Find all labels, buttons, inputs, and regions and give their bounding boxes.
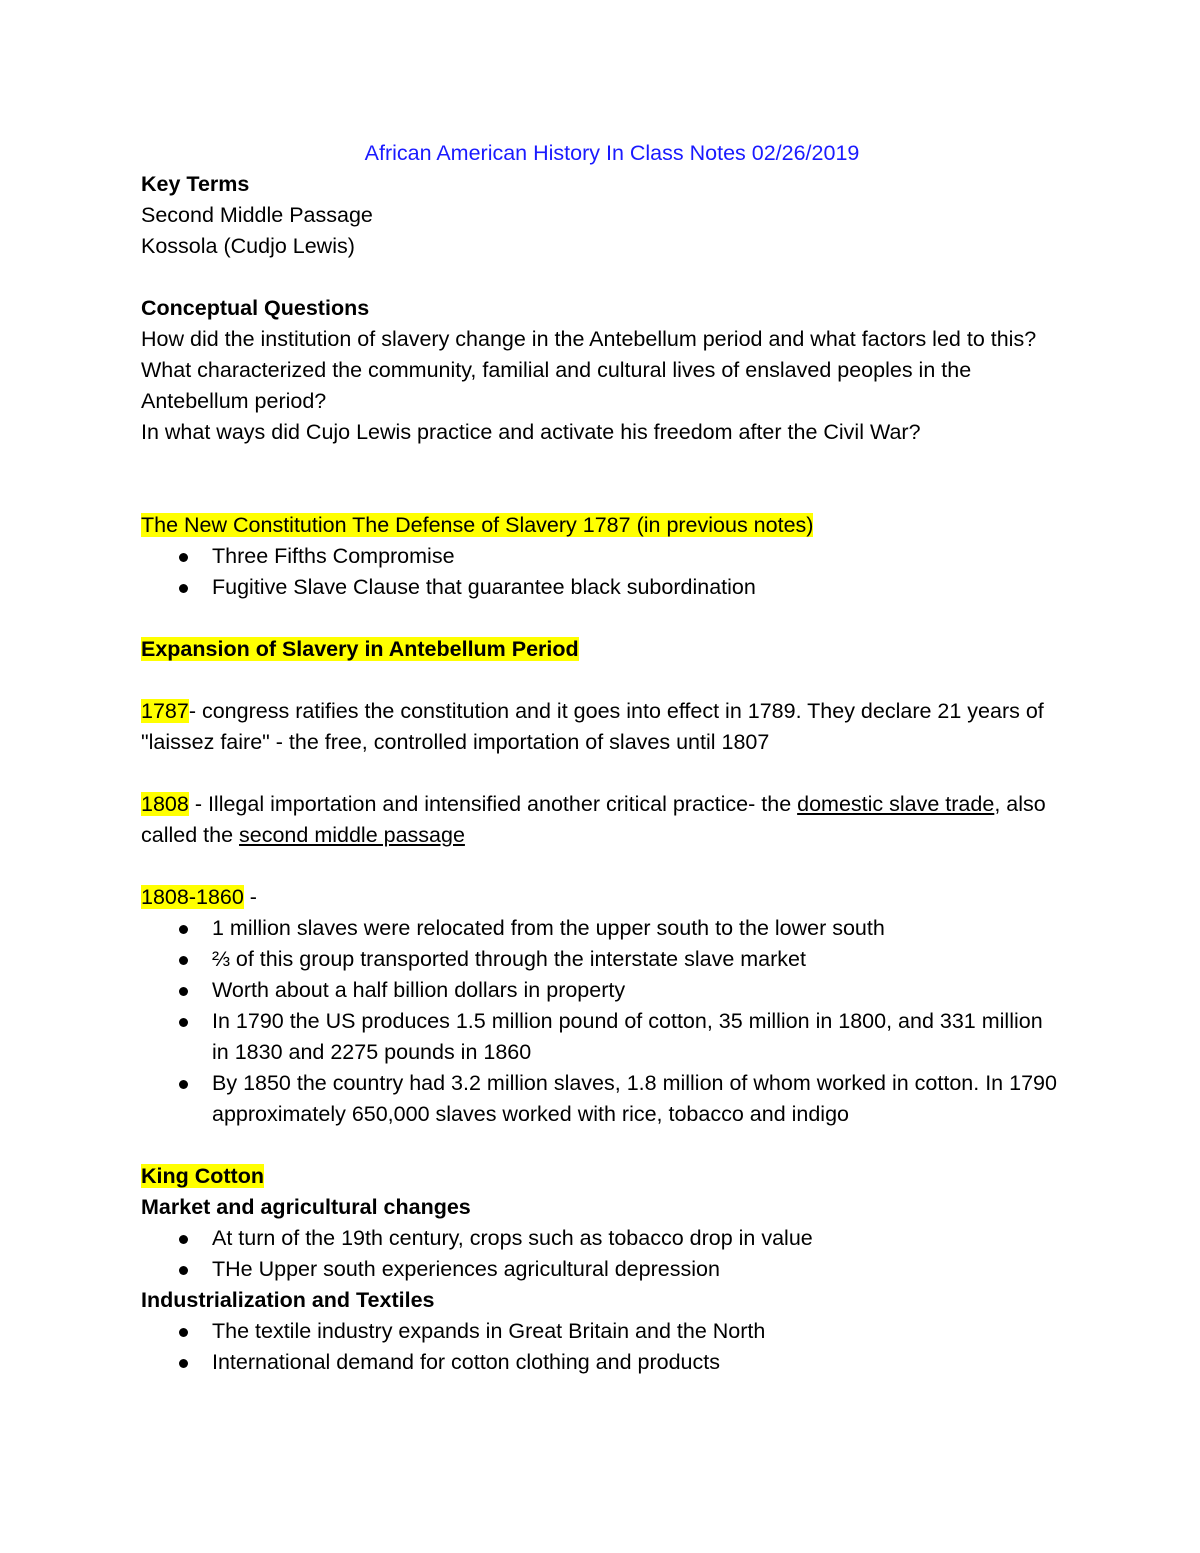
bullet-icon (179, 553, 188, 562)
conceptual-questions-heading: Conceptual Questions (141, 296, 370, 320)
list-item: Fugitive Slave Clause that guarantee black subordination (141, 572, 1061, 603)
paragraph-1787: 1787- congress ratifies the constitution and it goes into effect in 1789. They declare 21 years of "laissez faire" - the free, controlled importation of slaves until 1807 (141, 699, 1044, 754)
market-heading: Market and agricultural changes (141, 1195, 471, 1219)
conceptual-question: What characterized the community, familial and cultural lives of enslaved peoples in the Antebellum period? (141, 358, 972, 413)
constitution-list (141, 541, 1061, 603)
bullet-icon (179, 584, 188, 593)
paragraph-1808: 1808 - Illegal importation and intensified another critical practice- the domestic slave trade, also called the second middle passage (141, 792, 1046, 847)
bullet-icon (179, 956, 188, 965)
list-item: 1 million slaves were relocated from the upper south to the lower south (141, 913, 1061, 944)
king-cotton-heading (141, 1161, 1061, 1192)
bullet-icon (179, 925, 188, 934)
highlighted-text: Expansion of Slavery in Antebellum Period (141, 637, 579, 661)
underlined-term: second middle passage (239, 823, 465, 847)
year-highlight: 1808-1860 (141, 885, 244, 909)
list-item: At turn of the 19th century, crops such as tobacco drop in value (141, 1223, 1061, 1254)
paragraph-1808-1860: 1808-1860 - (141, 885, 257, 909)
highlighted-text: King Cotton (141, 1164, 264, 1188)
industrial-heading: Industrialization and Textiles (141, 1288, 435, 1312)
bullet-icon (179, 987, 188, 996)
list-item: The textile industry expands in Great Britain and the North (141, 1316, 1061, 1347)
constitution-heading (141, 510, 1061, 541)
key-term-item: Second Middle Passage (141, 203, 373, 227)
bullet-icon (179, 1018, 188, 1027)
conceptual-question: In what ways did Cujo Lewis practice and activate his freedom after the Civil War? (141, 420, 921, 444)
list-item: Worth about a half billion dollars in property (141, 975, 1061, 1006)
bullet-icon (179, 1266, 188, 1275)
underlined-term: domestic slave trade (797, 792, 995, 816)
market-list (141, 1223, 1061, 1285)
list-item: International demand for cotton clothing and products (141, 1347, 1061, 1378)
bullet-icon (179, 1080, 188, 1089)
document-title: African American History In Class Notes 02/26/2019 (364, 141, 860, 165)
bullet-icon (179, 1235, 188, 1244)
key-term-item: Kossola (Cudjo Lewis) (141, 234, 355, 258)
list-item: In 1790 the US produces 1.5 million pound of cotton, 35 million in 1800, and 331 million in 1830 and 2275 pounds in 1860 (141, 1006, 1061, 1068)
list-item: Three Fifths Compromise (141, 541, 1061, 572)
list-item: THe Upper south experiences agricultural depression (141, 1254, 1061, 1285)
expansion-list (141, 913, 1061, 1130)
bullet-icon (179, 1328, 188, 1337)
list-item: By 1850 the country had 3.2 million slaves, 1.8 million of whom worked in cotton. In 1790 approximately 650,000 slaves worked with rice, tobacco and indigo (141, 1068, 1061, 1130)
industrial-list (141, 1316, 1061, 1378)
key-terms-heading: Key Terms (141, 172, 250, 196)
document-page (141, 138, 1061, 1378)
expansion-heading (141, 634, 1061, 665)
bullet-icon (179, 1359, 188, 1368)
year-highlight: 1787 (141, 699, 189, 723)
conceptual-question: How did the institution of slavery change in the Antebellum period and what factors led to this? (141, 327, 1037, 351)
year-highlight: 1808 (141, 792, 189, 816)
list-item: ⅔ of this group transported through the interstate slave market (141, 944, 1061, 975)
highlighted-text: The New Constitution The Defense of Slavery 1787 (in previous notes) (141, 513, 814, 537)
